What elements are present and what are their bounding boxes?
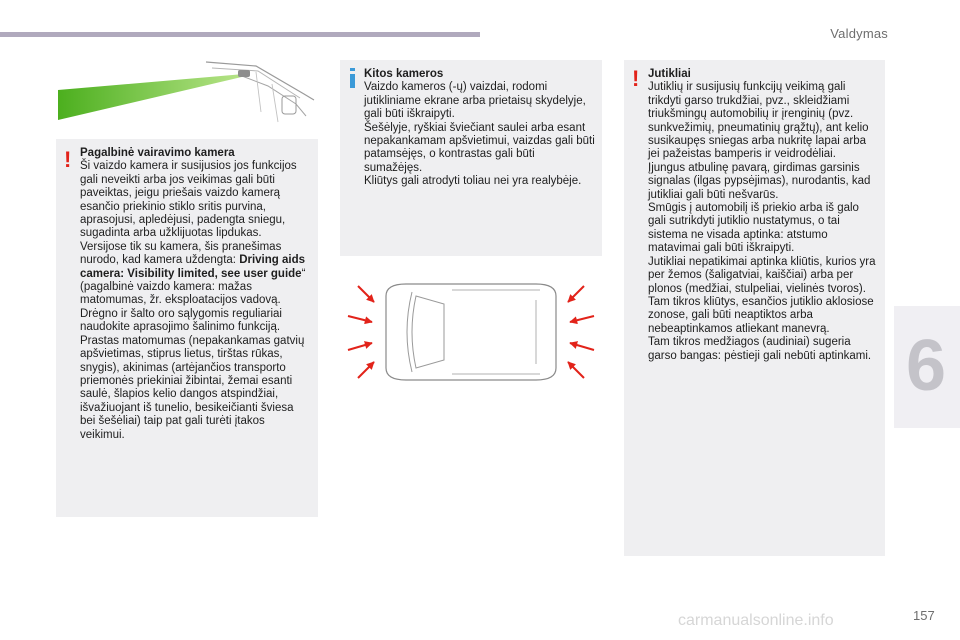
- camera-beam: [58, 74, 246, 120]
- section-title: Valdymas: [830, 26, 888, 41]
- header-accent-bar: [0, 32, 480, 37]
- paragraph: Smūgis į automobilį iš priekio arba iš galo gali sutrikdyti jutiklio nustatymus, o tai sistema ne visada aptinka: atstumo matavimai gali būti iškraipyti.: [648, 202, 859, 255]
- paragraph: Tam tikros kliūtys, esančios jutiklio aklosiose zonose, gali būti neaptiktos arba nebeaptinkamos atliekant manevrą.: [648, 295, 874, 335]
- paragraph: Jutikliai nepatikimai aptinka kliūtis, kurios yra per žemos (šaligatviai, kaiščiai) arba per plonos (medžiai, stulpeliai, vielinės tvoros).: [648, 255, 876, 295]
- paragraph: Vaizdo kameros (-ų) vaizdai, rodomi jutikliniame ekrane arba prietaisų skydelyje, gali būti iškraipyti.: [364, 81, 586, 121]
- paragraph: Versijose tik su kamera, šis pranešimas nurodo, kad kamera uždengta: Driving aids camera: Visibility limited, see user guide“ (pagalbinė vaizdo kamera: mažas matomumas, žr. eksploatacijos vadovą.: [80, 240, 306, 307]
- paragraph: Ši vaizdo kamera ir susijusios jos funkcijos gali neveikti arba jos veikimas gali būti paveiktas, jeigu priešais vaizdo kamerą esančio priekinio stiklo sritis purvina, aprasojusi, apledėjusi, padengta sniegu, sugadinta arba užklijuotas lipdukas.: [80, 160, 297, 240]
- box-title: Pagalbinė vairavimo kamera: [80, 147, 235, 159]
- sensors-warning-box: [624, 60, 885, 556]
- paragraph: Prastas matomumas (nepakankamas gatvių apšvietimas, stiprus lietus, tirštas rūkas, snygis), akinimas (artėjančios transporto priemonės priekiniai žibintai, žemai esanti saulė, šlapios kelio dangos atspindžiai, išvažiuojant iš tunelio, besikeičianti šviesa bei šešėliai) taip pat gali turėti įtakos veikimui.: [80, 334, 305, 441]
- info-icon: [350, 68, 355, 88]
- page-number: 157: [913, 608, 935, 623]
- paragraph: Šešėlyje, ryškiai šviečiant saulei arba esant nepakankamam apšvietimui, vaizdas gali būti patamsėjęs, o kontrastas gali būti sumažėjęs.: [364, 121, 595, 174]
- car-body: [386, 284, 556, 380]
- warning-icon: !: [64, 147, 72, 172]
- watermark: carmanualsonline.info: [678, 612, 834, 629]
- paragraph: Tam tikros medžiagos (audiniai) sugeria garso bangas: pėstieji gali nebūti aptinkami.: [648, 336, 872, 362]
- windscreen-camera-illustration: [56, 56, 318, 132]
- chapter-number: 6: [906, 326, 947, 406]
- paragraph: Jutiklių ir susijusių funkcijų veikimą gali trikdyti garso trukdžiai, pvz., skleidžiami triukšmingų automobilių ir įrenginių (pvz. sunkvežimių, pneumatinių grąžtų), ant kelio susikaupęs sniegas arba nukritę lapai arba jei pažeistas bamperis ir veidrodėliai.: [648, 81, 869, 161]
- paragraph: Drėgno ir šalto oro sąlygomis reguliariai naudokite aprasojimo šalinimo funkciją.: [80, 307, 282, 334]
- box-title: Kitos kameros: [364, 68, 444, 80]
- driving-camera-warning-box: [56, 139, 318, 517]
- box-title: Jutikliai: [648, 68, 691, 80]
- paragraph: Įjungus atbulinę pavarą, girdimas garsinis signalas (ilgas pypsėjimas), nurodantis, kad jutikliai gali būti nešvarūs.: [648, 161, 871, 201]
- camera-unit: [238, 70, 250, 77]
- warning-icon: !: [632, 66, 640, 91]
- other-cameras-info-box: [340, 60, 602, 256]
- paragraph: Kliūtys gali atrodyti toliau nei yra realybėje.: [364, 175, 582, 188]
- car-sensors-illustration: [340, 270, 602, 394]
